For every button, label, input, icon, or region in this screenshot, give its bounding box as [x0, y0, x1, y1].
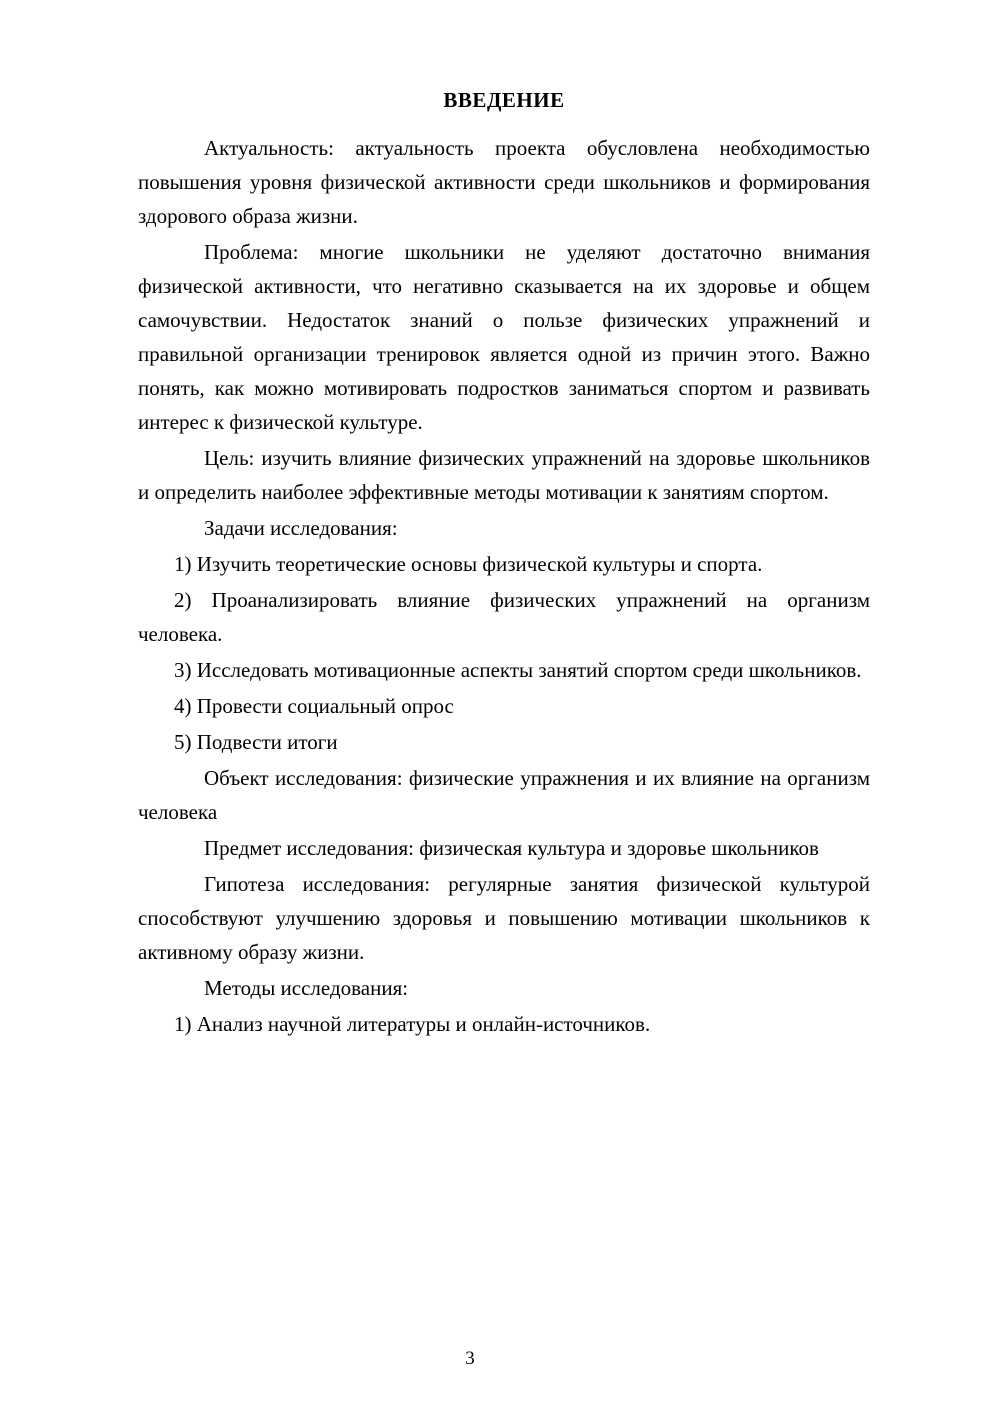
- task-item-2: 2) Проанализировать влияние физических упражнений на организм человека.: [138, 588, 870, 647]
- paragraph-relevance: Актуальность: актуальность проекта обусловлена необходимостью повышения уровня физической активности среди школьников и формирования здорового образа жизни.: [138, 136, 870, 229]
- task-item-5: 5) Подвести итоги: [174, 730, 338, 755]
- heading-methods: Методы исследования:: [204, 976, 409, 1001]
- page-title: ВВЕДЕНИЕ: [443, 88, 565, 112]
- method-item-1: 1) Анализ научной литературы и онлайн-источников.: [174, 1012, 651, 1037]
- paragraph-subject: Предмет исследования: физическая культура и здоровье школьников: [204, 836, 819, 861]
- paragraph-problem: Проблема: многие школьники не уделяют достаточно внимания физической активности, что негативно сказывается на их здоровье и общем самочувствии. Недостаток знаний о пользе физических упражнений и правильной организации тренировок является одной из причин этого. Важно понять, как можно мотивировать подростков заниматься спортом и развивать интерес к физической культуре.: [138, 240, 870, 435]
- page-number: 3: [465, 1348, 475, 1369]
- task-item-4: 4) Провести социальный опрос: [174, 694, 454, 719]
- paragraph-hypothesis: Гипотеза исследования: регулярные занятия физической культурой способствуют улучшению здоровья и повышению мотивации школьников к активному образу жизни.: [138, 872, 870, 965]
- task-item-3: 3) Исследовать мотивационные аспекты занятий спортом среди школьников.: [174, 658, 862, 683]
- paragraph-object: Объект исследования: физические упражнения и их влияние на организм человека: [138, 766, 870, 825]
- paragraph-goal: Цель: изучить влияние физических упражнений на здоровье школьников и определить наиболее эффективные методы мотивации к занятиям спортом.: [138, 446, 870, 505]
- task-item-1: 1) Изучить теоретические основы физической культуры и спорта.: [174, 552, 763, 577]
- heading-tasks: Задачи исследования:: [204, 516, 398, 541]
